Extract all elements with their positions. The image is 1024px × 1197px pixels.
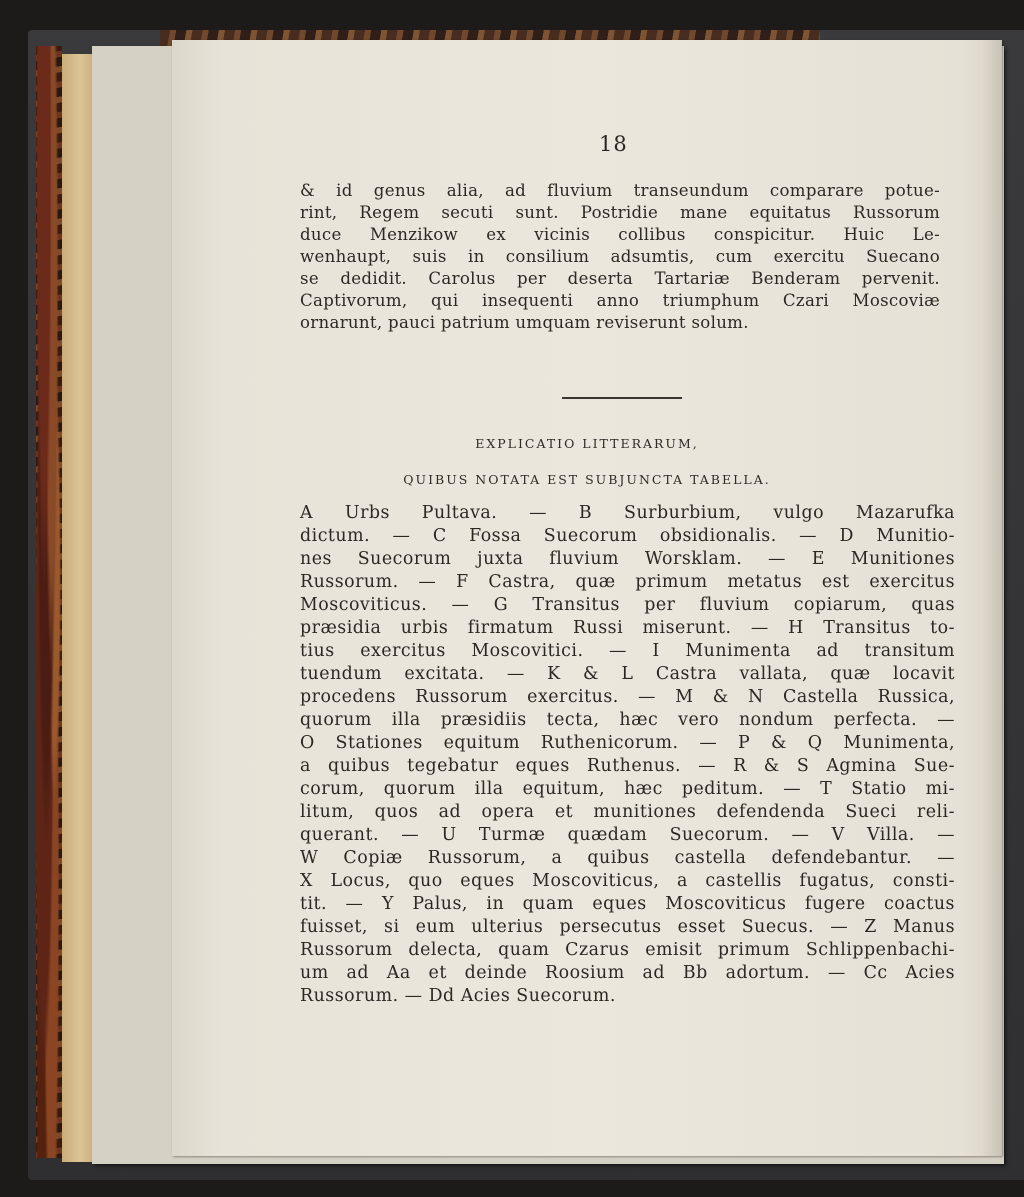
text-line: quorum illa præsidiis tecta, hæc vero nondum perfecta. — — [300, 710, 955, 730]
text-line: A Urbs Pultava. — B Surburbium, vulgo Mazarufka — [300, 503, 955, 523]
page-number: 18 — [599, 132, 628, 156]
text-line: um ad Aa et deinde Roosium ad Bb adortum. — Cc Acies — [300, 963, 955, 983]
text-line: a quibus tegebatur eques Ruthenus. — R & S Agmina Sue- — [300, 756, 955, 776]
text-line: ornarunt, pauci patrium umquam reviserunt solum. — [300, 313, 749, 332]
text-line: & id genus alia, ad fluvium transeundum comparare potue- — [300, 181, 940, 200]
text-line: Russorum delecta, quam Czarus emisit primum Schlippenbachi- — [300, 940, 955, 960]
text-line: fuisset, si eum ulterius persecutus esset Suecus. — Z Manus — [300, 917, 955, 937]
text-line: querant. — U Turmæ quædam Suecorum. — V Villa. — — [300, 825, 955, 845]
heading-explicatio: EXPLICATIO LITTERARUM, — [475, 436, 699, 451]
page-shadow — [982, 40, 1002, 1156]
text-line: nes Suecorum juxta fluvium Worsklam. — E Munitiones — [300, 549, 955, 569]
text-line: Captivorum, qui insequenti anno triumphum Czari Moscoviæ — [300, 291, 940, 310]
text-line: wenhaupt, suis in consilium adsumtis, cum exercitu Suecano — [300, 247, 940, 266]
text-line: Moscoviticus. — G Transitus per fluvium copiarum, quas — [300, 595, 955, 615]
text-line: Russorum. — Dd Acies Suecorum. — [300, 986, 616, 1006]
text-line: se dedidit. Carolus per deserta Tartariæ Benderam pervenit. — [300, 269, 940, 288]
text-line: tuendum excitata. — K & L Castra vallata, quæ locavit — [300, 664, 955, 684]
text-line: corum, quorum illa equitum, hæc peditum. — T Statio mi- — [300, 779, 955, 799]
marbled-binding — [36, 46, 62, 1158]
endpaper — [62, 54, 92, 1162]
text-line: procedens Russorum exercitus. — M & N Castella Russica, — [300, 687, 955, 707]
text-line: O Stationes equitum Ruthenicorum. — P & Q Munimenta, — [300, 733, 955, 753]
text-line: Russorum. — F Castra, quæ primum metatus est exercitus — [300, 572, 955, 592]
text-line: W Copiæ Russorum, a quibus castella defendebantur. — — [300, 848, 955, 868]
book-page — [172, 40, 1002, 1156]
text-line: dictum. — C Fossa Suecorum obsidionalis. — D Munitio- — [300, 526, 955, 546]
text-line: tit. — Y Palus, in quam eques Moscoviticus fugere coactus — [300, 894, 955, 914]
text-line: duce Menzikow ex vicinis collibus conspicitur. Huic Le- — [300, 225, 940, 244]
text-line: rint, Regem secuti sunt. Postridie mane equitatus Russorum — [300, 203, 940, 222]
text-line: litum, quos ad opera et munitiones defendenda Sueci reli- — [300, 802, 955, 822]
text-line: præsidia urbis firmatum Russi miserunt. — H Transitus to- — [300, 618, 955, 638]
text-line: X Locus, quo eques Moscoviticus, a castellis fugatus, consti- — [300, 871, 955, 891]
text-line: tius exercitus Moscovitici. — I Munimenta ad transitum — [300, 641, 955, 661]
section-divider — [562, 397, 682, 399]
heading-subtitle: QUIBUS NOTATA EST SUBJUNCTA TABELLA. — [403, 472, 771, 487]
